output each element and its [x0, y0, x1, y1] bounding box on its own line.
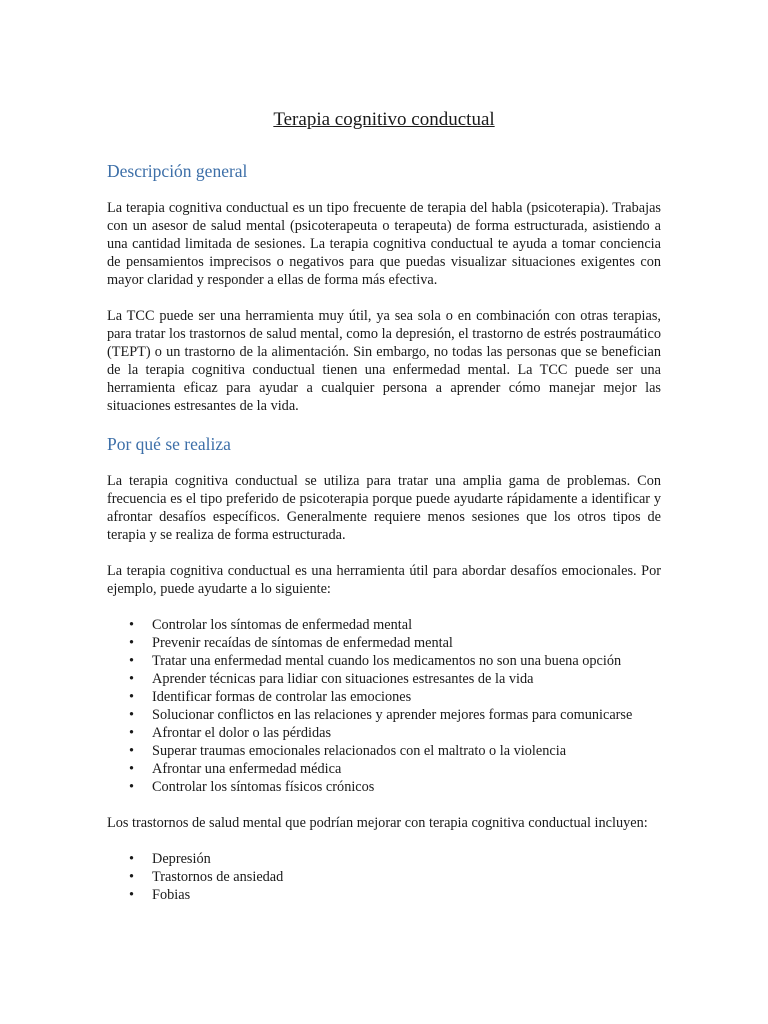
section-heading-por-que: Por qué se realiza [107, 434, 231, 454]
list-item-text: Depresión [152, 851, 211, 867]
list-item [107, 688, 661, 706]
list-item-text: Tratar una enfermedad mental cuando los medicamentos no son una buena opción [152, 653, 622, 669]
list-item [107, 868, 661, 886]
list-item-text: Identificar formas de controlar las emociones [152, 689, 412, 705]
bullet-icon: • [129, 725, 135, 741]
paragraph: Los trastornos de salud mental que podrían mejorar con terapia cognitiva conductual incluyen: [107, 815, 648, 831]
list-item-text: Afrontar una enfermedad médica [152, 761, 342, 777]
list-item [107, 616, 661, 634]
list-item [107, 670, 661, 688]
list-item-text: Controlar los síntomas de enfermedad mental [152, 617, 413, 633]
bullet-icon: • [129, 851, 135, 867]
paragraph: La terapia cognitiva conductual se utiliza para tratar una amplia gama de problemas. Con frecuencia es el tipo preferido de psicoterapia porque puede ayudarte rápidamente a identificar y afrontar desafíos específicos. Generalmente requiere menos sesiones que los otros tipos de terapia y se realiza de forma estructurada. [107, 473, 661, 543]
bullet-icon: • [129, 779, 135, 795]
document-page [107, 108, 661, 922]
bullet-icon: • [129, 653, 135, 669]
bullet-icon: • [129, 671, 135, 687]
list-item-text: Aprender técnicas para lidiar con situaciones estresantes de la vida [152, 671, 534, 687]
paragraph: La terapia cognitiva conductual es un tipo frecuente de terapia del habla (psicoterapia). Trabajas con un asesor de salud mental (psicoterapeuta o terapeuta) de forma estructurada, asistiendo a una cantidad limitada de sesiones. La terapia cognitiva conductual te ayuda a tomar conciencia de pensamientos imprecisos o negativos para que puedas visualizar situaciones exigentes con mayor claridad y responder a ellas de forma más efectiva. [107, 200, 661, 288]
bullet-list-disorders [107, 850, 661, 904]
paragraph: La TCC puede ser una herramienta muy útil, ya sea sola o en combinación con otras terapias, para tratar los trastornos de salud mental, como la depresión, el trastorno de estrés postraumático (TEPT) o un trastorno de la alimentación. Sin embargo, no todas las personas que se benefician de la terapia cognitiva conductual tienen una enfermedad mental. La TCC puede ser una herramienta eficaz para ayudar a cualquier persona a aprender cómo manejar mejor las situaciones estresantes de la vida. [107, 308, 661, 414]
bullet-icon: • [129, 617, 135, 633]
list-item [107, 850, 661, 868]
bullet-icon: • [129, 887, 135, 903]
bullet-icon: • [129, 635, 135, 651]
list-item-text: Superar traumas emocionales relacionados con el maltrato o la violencia [152, 743, 567, 759]
list-item-text: Trastornos de ansiedad [152, 869, 284, 885]
list-item-text: Solucionar conflictos en las relaciones y aprender mejores formas para comunicarse [152, 707, 633, 723]
list-item-text: Fobias [152, 887, 191, 903]
paragraph: La terapia cognitiva conductual es una herramienta útil para abordar desafíos emocionales. Por ejemplo, puede ayudarte a lo siguiente: [107, 563, 661, 597]
list-item [107, 760, 661, 778]
list-item [107, 742, 661, 760]
bullet-icon: • [129, 869, 135, 885]
bullet-icon: • [129, 707, 135, 723]
list-item-text: Prevenir recaídas de síntomas de enfermedad mental [152, 635, 453, 651]
list-item [107, 706, 661, 724]
section-heading-descripcion: Descripción general [107, 161, 248, 181]
list-item [107, 652, 661, 670]
list-item [107, 634, 661, 652]
document-title: Terapia cognitivo conductual [273, 109, 495, 130]
bullet-list-benefits [107, 616, 661, 796]
list-item-text: Afrontar el dolor o las pérdidas [152, 725, 332, 741]
list-item-text: Controlar los síntomas físicos crónicos [152, 779, 375, 795]
list-item [107, 724, 661, 742]
list-item [107, 886, 661, 904]
bullet-icon: • [129, 689, 135, 705]
bullet-icon: • [129, 743, 135, 759]
bullet-icon: • [129, 761, 135, 777]
list-item [107, 778, 661, 796]
